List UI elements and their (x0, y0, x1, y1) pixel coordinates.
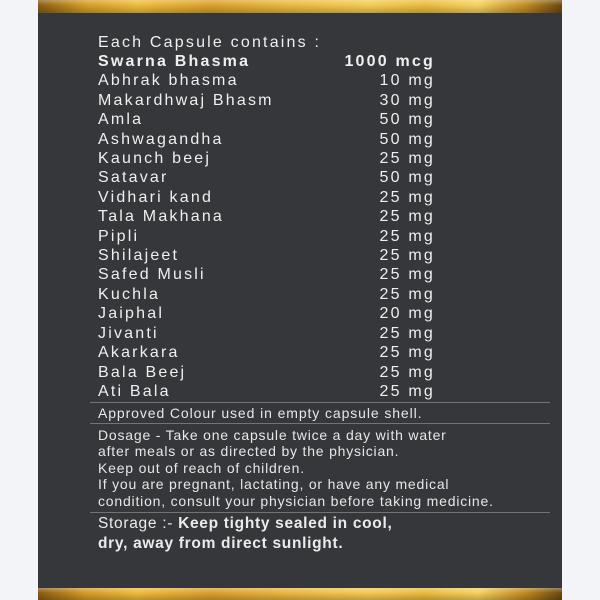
ingredient-row (98, 382, 435, 401)
ingredient-amount: 25 mg (379, 266, 435, 284)
dosage-line: Keep out of reach of children. (98, 459, 305, 476)
ingredient-row (98, 246, 435, 265)
gold-top-bar (38, 0, 562, 13)
primary-ingredient-row (98, 52, 435, 71)
ingredient-row (98, 110, 435, 129)
ingredient-amount: 50 mg (379, 111, 435, 129)
ingredient-amount: 25 mg (379, 344, 435, 362)
ingredient-name: Makardhwaj Bhasm (98, 91, 274, 109)
ingredient-row (98, 130, 435, 149)
divider (90, 512, 550, 513)
ingredients-list (98, 71, 435, 401)
ingredient-name: Safed Musli (98, 266, 206, 284)
ingredient-row (98, 363, 435, 382)
ingredient-amount: 30 mg (379, 91, 435, 109)
ingredient-name: Shilajeet (98, 247, 180, 265)
dosage-line: If you are pregnant, lactating, or have any medical (98, 476, 450, 493)
divider (90, 423, 550, 424)
ingredient-row (98, 227, 435, 246)
ingredient-name: Jivanti (98, 324, 159, 342)
ingredient-name: Ati Bala (98, 382, 171, 400)
ingredient-row (98, 91, 435, 110)
storage-line-2: dry, away from direct sunlight. (98, 534, 344, 552)
ingredient-name: Pipli (98, 227, 140, 245)
contains-header: Each Capsule contains : (98, 34, 322, 51)
ingredient-name: Akarkara (98, 344, 180, 362)
storage-line-1 (98, 514, 568, 534)
ingredient-amount: 25 mg (379, 208, 435, 226)
ingredient-row (98, 265, 435, 284)
ingredient-row (98, 71, 435, 90)
storage-note (98, 514, 568, 553)
dosage-note (98, 427, 578, 509)
ingredient-name: Vidhari kand (98, 188, 214, 206)
ingredient-row (98, 285, 435, 304)
ingredient-amount: 25 mg (379, 382, 435, 400)
storage-bold-text: Keep tighty sealed in cool, (178, 515, 393, 532)
ingredient-name: Bala Beej (98, 363, 187, 381)
ingredient-amount: 25 mg (379, 285, 435, 303)
gold-bottom-bar (38, 588, 562, 600)
ingredient-row (98, 324, 435, 343)
ingredient-amount: 25 mg (379, 188, 435, 206)
ingredients-section (98, 33, 435, 401)
dosage-line: after meals or as directed by the physician. (98, 443, 400, 460)
ingredient-name: Ashwagandha (98, 130, 224, 148)
ingredient-row (98, 188, 435, 207)
ingredient-name: Kuchla (98, 285, 161, 303)
ingredient-row (98, 207, 435, 226)
label-panel (38, 0, 562, 600)
ingredient-amount: 25 mg (379, 227, 435, 245)
ingredient-name: Kaunch beej (98, 150, 212, 168)
ingredient-name: Amla (98, 111, 144, 129)
storage-prefix: Storage :- (98, 515, 179, 532)
ingredient-row (98, 168, 435, 187)
ingredient-amount: 1000 mcg (344, 53, 435, 70)
ingredient-name: Jaiphal (98, 305, 165, 323)
dosage-line: condition, consult your physician before taking medicine. (98, 492, 494, 509)
ingredient-amount: 10 mg (379, 72, 435, 90)
ingredient-amount: 20 mg (379, 305, 435, 323)
ingredient-name: Swarna Bhasma (98, 53, 251, 70)
ingredient-amount: 25 mg (379, 150, 435, 168)
approved-colour-note: Approved Colour used in empty capsule shell. (98, 405, 423, 421)
ingredient-row (98, 304, 435, 323)
ingredient-amount: 25 mg (379, 324, 435, 342)
ingredient-amount: 50 mg (379, 130, 435, 148)
ingredient-name: Satavar (98, 169, 169, 187)
ingredient-amount: 50 mg (379, 169, 435, 187)
ingredient-row (98, 343, 435, 362)
ingredient-amount: 25 mg (379, 247, 435, 265)
dosage-line: Dosage - Take one capsule twice a day with water (98, 427, 447, 443)
divider (90, 402, 550, 403)
ingredient-row (98, 149, 435, 168)
ingredient-amount: 25 mg (379, 363, 435, 381)
ingredient-name: Tala Makhana (98, 208, 225, 226)
ingredient-name: Abhrak bhasma (98, 72, 239, 90)
